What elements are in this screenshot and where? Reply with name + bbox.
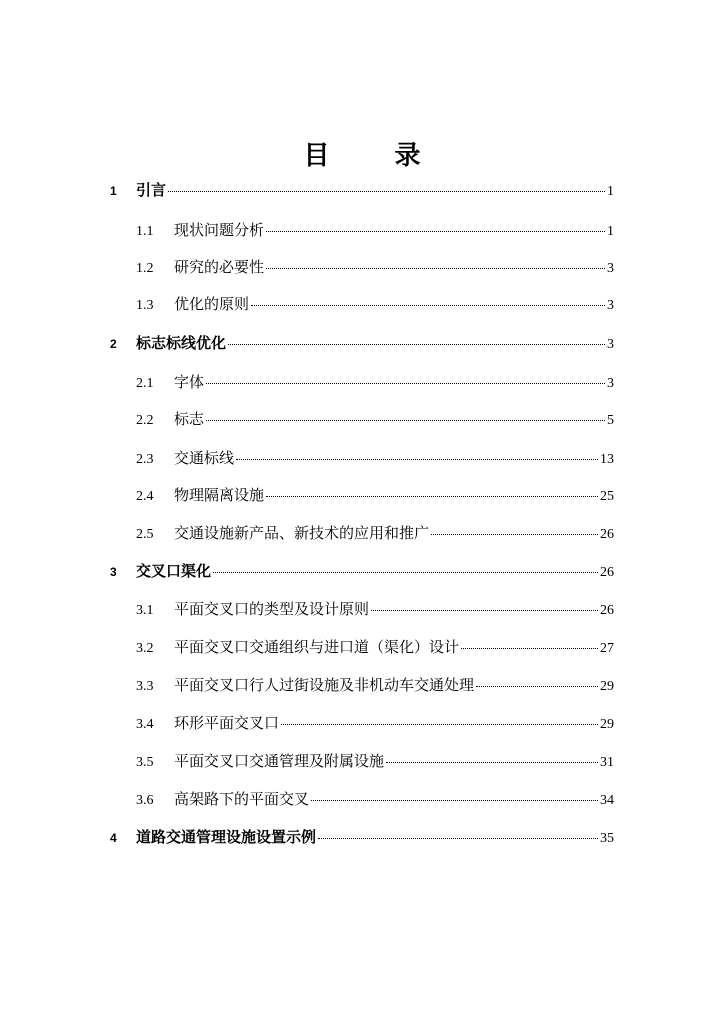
toc-label: 物理隔离设施 bbox=[174, 486, 265, 504]
toc-page-number: 3 bbox=[607, 261, 614, 276]
toc-leader bbox=[266, 231, 605, 232]
toc-number: 1.1 bbox=[136, 224, 154, 239]
toc-label: 优化的原则 bbox=[174, 295, 250, 313]
toc-label: 现状问题分析 bbox=[174, 221, 265, 239]
toc-entry[interactable] bbox=[136, 673, 614, 697]
toc-leader bbox=[213, 572, 598, 573]
toc-number: 3.5 bbox=[136, 755, 154, 770]
toc-label: 引言 bbox=[136, 181, 167, 199]
toc-entry[interactable] bbox=[136, 711, 614, 735]
toc-label: 交通标线 bbox=[174, 449, 235, 467]
toc-leader bbox=[251, 305, 605, 306]
toc-page-number: 25 bbox=[600, 489, 614, 504]
toc-leader bbox=[386, 762, 598, 763]
toc-label: 高架路下的平面交叉 bbox=[174, 790, 310, 808]
toc-label: 字体 bbox=[174, 373, 205, 391]
toc-leader bbox=[168, 191, 605, 192]
toc-page-number: 34 bbox=[600, 793, 614, 808]
toc-entry[interactable] bbox=[136, 370, 614, 394]
toc-page-number: 13 bbox=[600, 452, 614, 467]
toc-entry[interactable] bbox=[136, 446, 614, 470]
toc-number: 2.5 bbox=[136, 527, 154, 542]
toc-page-number: 3 bbox=[607, 298, 614, 313]
toc-leader bbox=[266, 496, 598, 497]
toc-entry[interactable] bbox=[110, 825, 614, 849]
toc-entry[interactable] bbox=[136, 292, 614, 316]
toc-entry[interactable] bbox=[136, 483, 614, 507]
toc-label: 交叉口渠化 bbox=[136, 562, 212, 580]
toc-number: 2 bbox=[110, 337, 117, 351]
toc-number: 1.3 bbox=[136, 298, 154, 313]
toc-leader bbox=[371, 610, 598, 611]
toc-leader bbox=[281, 724, 598, 725]
toc-leader bbox=[236, 459, 598, 460]
toc-entry[interactable] bbox=[136, 635, 614, 659]
toc-entry[interactable] bbox=[136, 787, 614, 811]
toc-leader bbox=[266, 268, 605, 269]
toc-page-number: 5 bbox=[607, 413, 614, 428]
toc-page-number: 35 bbox=[600, 831, 614, 846]
toc-page-number: 29 bbox=[600, 679, 614, 694]
toc-page-number: 3 bbox=[607, 376, 614, 391]
toc-page-number: 26 bbox=[600, 603, 614, 618]
toc-label: 环形平面交叉口 bbox=[174, 714, 280, 732]
toc-number: 2.3 bbox=[136, 452, 154, 467]
toc-number: 2.1 bbox=[136, 376, 154, 391]
toc-page-number: 26 bbox=[600, 527, 614, 542]
toc-entry[interactable] bbox=[110, 559, 614, 583]
toc-page-number: 29 bbox=[600, 717, 614, 732]
toc-number: 1 bbox=[110, 184, 117, 198]
toc-entry[interactable] bbox=[136, 521, 614, 545]
toc-page-number: 31 bbox=[600, 755, 614, 770]
toc-page-number: 1 bbox=[607, 224, 614, 239]
toc-leader bbox=[476, 686, 598, 687]
toc-label: 平面交叉口的类型及设计原则 bbox=[174, 600, 370, 618]
toc-entry[interactable] bbox=[136, 218, 614, 242]
toc-entry[interactable] bbox=[136, 749, 614, 773]
toc-label: 标志 bbox=[174, 410, 205, 428]
toc-entry[interactable] bbox=[136, 597, 614, 621]
toc-number: 2.2 bbox=[136, 413, 154, 428]
toc-label: 平面交叉口交通管理及附属设施 bbox=[174, 752, 385, 770]
toc-number: 3.3 bbox=[136, 679, 154, 694]
page-title: 目 录 bbox=[303, 141, 449, 171]
toc-label: 标志标线优化 bbox=[136, 334, 227, 352]
toc-number: 3.4 bbox=[136, 717, 154, 732]
toc-number: 4 bbox=[110, 831, 117, 845]
toc-entry[interactable] bbox=[110, 178, 614, 202]
toc-leader bbox=[431, 534, 598, 535]
toc-label: 交通设施新产品、新技术的应用和推广 bbox=[174, 524, 430, 542]
toc-label: 平面交叉口交通组织与进口道（渠化）设计 bbox=[174, 638, 460, 656]
toc-page-number: 1 bbox=[607, 184, 614, 199]
toc-leader bbox=[206, 420, 605, 421]
toc-leader bbox=[228, 344, 605, 345]
toc-number: 3 bbox=[110, 565, 117, 579]
toc-number: 3.6 bbox=[136, 793, 154, 808]
toc-leader bbox=[311, 800, 598, 801]
toc-entry[interactable] bbox=[136, 255, 614, 279]
toc-label: 平面交叉口行人过街设施及非机动车交通处理 bbox=[174, 676, 475, 694]
toc-page-number: 3 bbox=[607, 337, 614, 352]
toc-number: 3.2 bbox=[136, 641, 154, 656]
toc-leader bbox=[206, 383, 605, 384]
toc-leader bbox=[461, 648, 598, 649]
toc-number: 2.4 bbox=[136, 489, 154, 504]
toc-leader bbox=[318, 838, 598, 839]
toc-number: 3.1 bbox=[136, 603, 154, 618]
toc-label: 道路交通管理设施设置示例 bbox=[136, 828, 317, 846]
toc-number: 1.2 bbox=[136, 261, 154, 276]
toc-page-number: 27 bbox=[600, 641, 614, 656]
toc-label: 研究的必要性 bbox=[174, 258, 265, 276]
toc-page-number: 26 bbox=[600, 565, 614, 580]
toc-entry[interactable] bbox=[110, 331, 614, 355]
toc-entry[interactable] bbox=[136, 407, 614, 431]
